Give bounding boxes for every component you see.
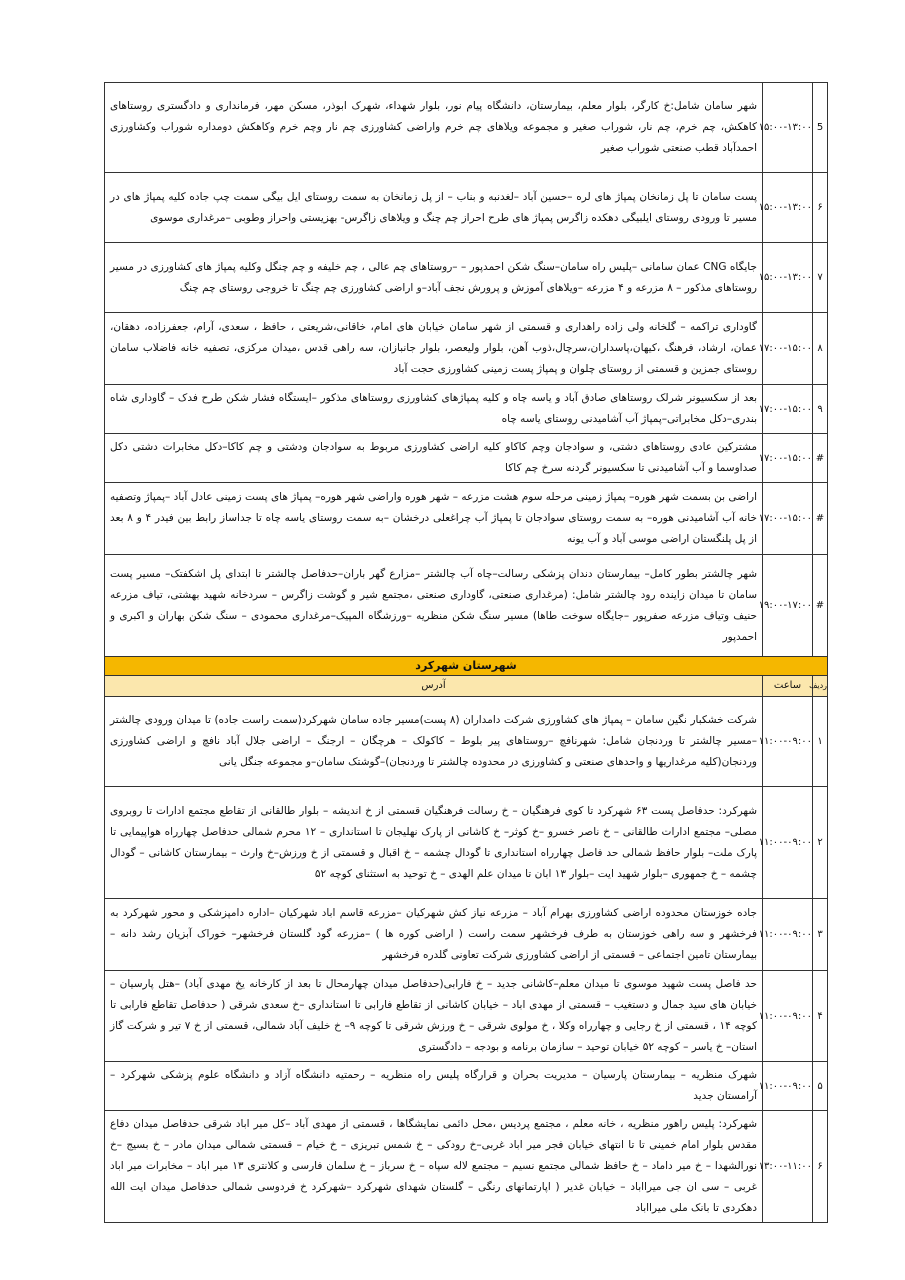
time-range: ۱۱:۰۰-۰۹:۰۰ (763, 1062, 813, 1111)
time-range: ۱۹:۰۰-۱۷:۰۰ (763, 555, 813, 657)
header-address: آدرس (105, 676, 763, 697)
address-text: شهرکرد: پلیس راهور منظریه ، خانه معلم ، مجتمع پردیس ،محل دائمی نمایشگاها ، قسمتی از مهدی آباد –کل میر اباد شرقی حدفاصل میدان دفاع مقدس بلوار امام خمینی تا تا انتهای خیابان فجر میر اباد غربی–خ رودکی – خ شمس تبریزی – خ خیام – قسمتی شمالی میدان مادر – خ بسیج –خ نورالشهدا – خ میر داماد – خ حافظ شمالی مجتمع نسیم – مجتمع لاله سپاه – خ سرباز – خ سلمان فارسی و کلانتری ۱۳ میر اباد – مخابرات میر اباد غربی – سی ان جی میرااباد – خیابان غدیر ( اپارتمانهای رنگی – گلستان شهدای شهرکرد –شهرکرد خ فردوسی شمالی حدفاصل میدان ایت الله دهکردی تا بانک ملی میرااباد (105, 1111, 763, 1223)
address-text: شهر چالشتر بطور کامل– بیمارستان دندان پزشکی رسالت–چاه آب چالشتر –مزارع گهر باران–حدفاصل چالشتر تا ابتدای پل اشکفتک– مسیر پست سامان تا میدان زاینده رود چالشتر شامل: (مرغداری صنعتی، گاوداری صنعتی ،مجتمع شیر و گوشت زاگرس – سردخانه شهید بهشتی، تیاف مزرعه حنیف وتیاف مزرعه صفرپور –جایگاه سوخت طاها) مسیر سنگ شکن منظریه –ورزشگاه المپیک–مرغداری محمودی – سنگ شکن بهاران و اکبری و احمدپور (105, 555, 763, 657)
table-row (105, 899, 828, 971)
row-number: ۷ (813, 243, 828, 313)
time-range: ۱۵:۰۰-۱۳:۰۰ (763, 173, 813, 243)
table-row (105, 483, 828, 555)
time-range: ۱۷:۰۰-۱۵:۰۰ (763, 434, 813, 483)
table-row (105, 243, 828, 313)
address-text: جاده خوزستان محدوده اراضی کشاورزی بهرام آباد – مزرعه نیاز کش شهرکیان –مزرعه قاسم اباد شهرکیان –اداره دامپزشکی و محور شهرکرد به فرخشهر و سه راهی خوزستان به طرف فرخشهر سمت راست ( اراضی کوره ها ) –مزرعه گود گلستان فرخشهر– خوراک آبزیان رشد دانه – بیمارستان تامین اجتماعی – قسمتی از اراضی کشاورزی شرکت تعاونی گلدره فرخشهر (105, 899, 763, 971)
address-text: پست سامان تا پل زمانخان پمپاژ های لره –حسین آباد –لغدنبه و بناب – از پل زمانخان به سمت روستای ایل بیگی سمت چپ جاده کلیه پمپاژ های در مسیر تا ورودی روستای ایلبیگی دهکده زاگرس پمپاژ های طرح احراز چم چنگ و ویلاهای زاگرس- بهزیستی واحراز وطوبی –مرغداری موسوی (105, 173, 763, 243)
row-number: ۹ (813, 385, 828, 434)
header-num: ردیف (813, 676, 828, 697)
section-title: شهرستان شهرکرد (105, 657, 828, 676)
address-text: شهرکرد: حدفاصل پست ۶۳ شهرکرد تا کوی فرهنگیان – خ رسالت فرهنگیان قسمتی از خ اندیشه – بلوار طالقانی از تقاطع مجتمع ادارات تا روبروی مصلی– مجتمع ادارات طالقانی – خ ناصر خسرو –خ کوثر– خ کاشانی از پارک نهلیجان تا استانداری – ۱۲ محرم شمالی حدفاصل چهارراه هواپیمایی تا پارک ملت– بلوار حافظ شمالی حد فاصل چهارراه استانداری تا گودال چشمه – خ اقبال و قسمتی از خ ورزش–خ وارث – بیمارستان کاشانی – گودال چشمه – خ جمهوری –بلوار شهید ایت –بلوار ۱۳ ابان تا میدان علم الهدی – خ توحید به استثنای کوچه ۵۲ (105, 787, 763, 899)
address-text: حد فاصل پست شهید موسوی تا میدان معلم–کاشانی جدید – خ فارابی(حدفاصل میدان چهارمحال تا بعد از کارخانه یخ مهدی آباد) –هتل پارسیان – خیابان های سید جمال و دستغیب – قسمتی از مهدی اباد – خیابان کاشانی از تقاطع فارابی تا استانداری –خ سعدی شرقی ( حدفاصل تقاطع فارابی تا کوچه ۱۴ ، قسمتی از خ رجایی و چهارراه وکلا ، خ مولوی شرقی – خ ورزش شرقی تا کوچه ۹– خ خلیف آباد شمالی، قسمتی از خ ۷ تیر و شرکت گاز استان– خ یاسر – کوچه ۵۲ خیابان توحید – سازمان برنامه و بودجه – دادگستری (105, 971, 763, 1062)
row-number: ۶ (813, 1111, 828, 1223)
shahrekord-rows (105, 697, 828, 1223)
table-row (105, 555, 828, 657)
time-range: ۱۵:۰۰-۱۳:۰۰ (763, 243, 813, 313)
row-number: ۱ (813, 697, 828, 787)
time-range: ۱۱:۰۰-۰۹:۰۰ (763, 697, 813, 787)
row-number: ۴ (813, 971, 828, 1062)
row-number: ۲ (813, 787, 828, 899)
address-text: مشترکین عادی روستاهای دشتی، و سوادجان وچم کاکاو کلیه اراضی کشاورزی مربوط به سوادجان ودشتی و چم کاکا–دکل مخابرات دشتی دکل صداوسما و آب آشامیدنی تا سکسیونر گردنه سرخ چم کاکا (105, 434, 763, 483)
samsan-rows (105, 83, 828, 657)
row-number: # (813, 555, 828, 657)
table-row (105, 787, 828, 899)
time-range: ۱۷:۰۰-۱۵:۰۰ (763, 313, 813, 385)
row-number: 5 (813, 83, 828, 173)
address-text: شرکت خشکبار نگین سامان – پمپاژ های کشاورزی شرکت دامداران (۸ پست)مسیر جاده سامان شهرکرد(سمت راست جاده) تا میدان ورودی چالشتر –مسیر چالشتر تا وردنجان شامل: شهرنافچ –روستاهای پیر بلوط – کاکولک – هرچگان – ارجنگ – اراضی جلال آباد نافچ و اراضی کشاورزی وردنجان(کلیه مرغداریها و واحدهای صنعتی و کشاورزی در محدوده چالشتر تا وردنجان)–گوشتک سامان–و مجموعه جنگل یانی (105, 697, 763, 787)
table-row (105, 83, 828, 173)
row-number: ۵ (813, 1062, 828, 1111)
table-row (105, 1062, 828, 1111)
table-row (105, 971, 828, 1062)
address-text: شهرک منظریه – بیمارستان پارسیان – مدیریت بحران و قرارگاه پلیس راه منظریه – رحمتیه دانشگاه آزاد و دانشگاه علوم پزشکی شهرکرد – آرامستان جدید (105, 1062, 763, 1111)
row-number: # (813, 434, 828, 483)
time-range: ۱۱:۰۰-۰۹:۰۰ (763, 899, 813, 971)
row-number: ۳ (813, 899, 828, 971)
schedule-table (104, 82, 828, 1223)
time-range: ۱۱:۰۰-۰۹:۰۰ (763, 787, 813, 899)
row-number: ۸ (813, 313, 828, 385)
section-block (105, 657, 828, 697)
table-row (105, 697, 828, 787)
table-row (105, 173, 828, 243)
time-range: ۱۳:۰۰-۱۱:۰۰ (763, 1111, 813, 1223)
table-row (105, 385, 828, 434)
address-text: بعد از سکسیونر شرلک روستاهای صادق آباد و یاسه چاه و کلیه پمپاژهای کشاورزی روستاهای مذکور –ایستگاه فشار شکن طرح فدک – گاوداری شاه بندری–دکل مخابراتی–پمپاژ آب آشامیدنی روستای یاسه چاه (105, 385, 763, 434)
address-text: گاوداری تراکمه – گلخانه ولی زاده راهداری و قسمتی از شهر سامان خیابان های امام، خاقانی،شریعتی ، حافظ ، سعدی، آرام، جعفرزاده، دهقان، عمان، ارشاد، فرهنگ ،کیهان،پاسداران،سرچال،ذوب آهن، بلوار ولیعصر، بلوار جانبازان، سه راهی قدس ،میدان مرکزی، تصفیه خانه فاضلاب سامان روستای جمزین و قسمتی از روستای چلوان و پمپاژ پست زمینی کشاورزی حجت آباد (105, 313, 763, 385)
address-text: جایگاه CNG عمان سامانی –پلیس راه سامان–سنگ شکن احمدپور – –روستاهای چم عالی ، چم خلیفه و چم چنگل وکلیه پمپاژ های کشاورزی در مسیر روستاهای مذکور – ۸ مزرعه و ۴ مزرعه –ویلاهای آموزش و پرورش نجف آباد–و اراضی کشاورزی چم چنگ تا خروجی روستای چم چنگ (105, 243, 763, 313)
time-range: ۱۷:۰۰-۱۵:۰۰ (763, 483, 813, 555)
table-row (105, 1111, 828, 1223)
section-row (105, 657, 828, 676)
row-number: # (813, 483, 828, 555)
time-range: ۱۵:۰۰-۱۳:۰۰ (763, 83, 813, 173)
time-range: ۱۷:۰۰-۱۵:۰۰ (763, 385, 813, 434)
outage-schedule-sheet (104, 82, 828, 1223)
address-text: شهر سامان شامل:خ کارگر، بلوار معلم، بیمارستان، دانشگاه پیام نور، بلوار شهداء، شهرک ابوذر، مسکن مهر، فرمانداری و دادگستری روستاهای کاهکش، چم خرم، چم نار، شوراب صغیر و مجموعه ویلاهای چم خرم واراضی کشاورزی چم نار وچم خرم وکاهکش دومداره شوراب وکشاورزی احمدآباد قطب صنعتی شوراب صغیر (105, 83, 763, 173)
header-time: ساعت (763, 676, 813, 697)
header-row (105, 676, 828, 697)
address-text: اراضی بن بسمت شهر هوره– پمپاژ زمینی مرحله سوم هشت مزرعه – شهر هوره واراضی شهر هوره– پمپاژ های پست زمینی عادل آباد –پمپاژ وتصفیه خانه آب آشامیدنی هوره– به سمت روستای سوادجان تا پمپاژ آب چراغعلی درخشان –به سمت روستای یاسه چاه تا جداساز رابط بین فیدر ۴ و ۸ بعد از پل پلنگستان اراضی موسی آباد و آب یونه (105, 483, 763, 555)
table-row (105, 313, 828, 385)
table-row (105, 434, 828, 483)
row-number: ۶ (813, 173, 828, 243)
time-range: ۱۱:۰۰-۰۹:۰۰ (763, 971, 813, 1062)
